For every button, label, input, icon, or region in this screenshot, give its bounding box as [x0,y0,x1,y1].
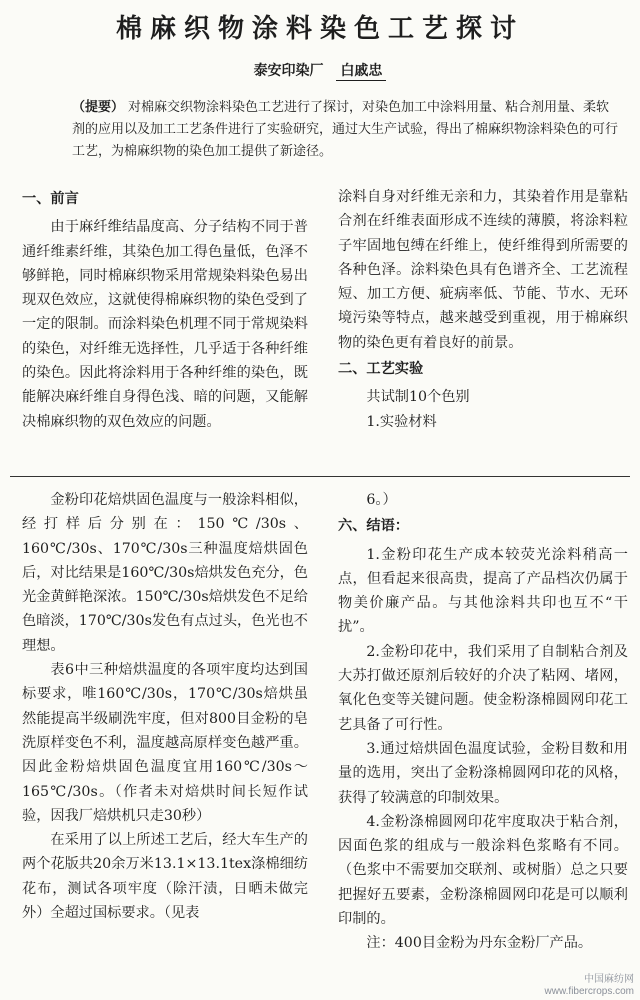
paragraph: 表6中三种焙烘温度的各项牢度均达到国标要求，唯160℃/30s，170℃/30s焙烘虽然能提高半级刷洗牢度，但对800目金粉的皂洗原样变色不利，温度越高原样变色越严重。因此金粉焙烘固色温度宜用160℃/30s～165℃/30s。（作者未对焙烘时间长短作试验，因我厂焙烘机只走30秒） [22,662,308,824]
subheading-materials: 1.实验材料 [366,413,437,430]
watermark [545,974,634,998]
abstract [72,97,620,163]
article-title: 棉麻织物涂料染色工艺探讨 [115,14,524,44]
paragraph: 涂料自身对纤维无亲和力，其染着作用是靠粘合剂在纤维表面形成不连续的薄膜，将涂料粒子牢固地包缚在纤维上，使纤维得到所需要的各种色泽。涂料染色具有色谱齐全、工艺流程短、加工方便、疵病率低、节能、节水、无环境污染等特点，越来越受到重视，用于棉麻织物的染色更有着良好的前景。 [338,189,628,351]
section-heading-experiment: 二、工艺实验 [338,361,424,378]
page-divider [10,476,630,477]
column-bottom-left [22,488,308,925]
section-heading-conclusion: 六、结语： [338,518,409,535]
section-heading-preface: 一、前言 [22,191,79,207]
paragraph: 6。） [366,492,397,508]
footnote: 注：400目金粉为丹东金粉厂产品。 [366,935,593,952]
byline [0,60,640,80]
author-name: 白戚忠 [336,63,386,81]
author-organization: 泰安印染厂 [253,63,324,79]
watermark-line: 中国麻纺网 [584,974,634,985]
conclusion-item: 4.金粉涤棉圆网印花牢度取决于粘合剂，因面色浆的组成与一般涂料色浆略有不同。（色浆中不需要加交联剂、或树脂）总之只要把握好五要素，金粉涤棉圆网印花是可以顺利印制的。 [338,813,628,928]
abstract-text: 对棉麻交织物涂料染色工艺进行了探讨，对染色加工中涂料用量、粘合剂用量、柔软剂的应用以及加工工艺条件进行了实验研究，通过大生产试验，得出了棉麻织物涂料染色的可行工艺，为棉麻织物的染色加工提供了新途径。 [72,100,619,159]
paragraph: 由于麻纤维结晶度高、分子结构不同于普通纤维素纤维，其染色加工得色量低，色泽不够鲜艳，同时棉麻织物采用常规染料染色易出现双色效应，这就使得棉麻织物的染色受到了一定的限制。而涂料染色机理不同于常规染料的染色，对纤维无选择性，几乎适于各种纤维的染色。因此将涂料用于各种纤维的染色，既能解决麻纤维自身得色浅、暗的问题，又能解决棉麻织物的双色效应的问题。 [22,219,308,430]
conclusion-item: 2.金粉印花中，我们采用了自制粘合剂及大苏打做还原剂后较好的介决了粘网、堵网，氧化色变等关键问题。使金粉涤棉圆网印花工艺具备了可行性。 [338,643,628,733]
column-top-right [338,185,628,434]
column-bottom-right [338,488,628,956]
paragraph: 金粉印花焙烘固色温度与一般涂料相似，经打样后分别在：150℃/30s、160℃/30s、170℃/30s三种温度焙烘固色后，对比结果是160℃/30s焙烘发色充分，色光金黄鲜艳深浓。150℃/30s焙烘发色不足给色暗淡，170℃/30s发色有点过头，色光也不理想。 [22,492,308,654]
abstract-label: （提要） [72,100,125,115]
paragraph: 共试制10个色别 [366,389,470,406]
watermark-url: www.fibercrops.com [544,986,634,997]
conclusion-item: 3.通过焙烘固色温度试验，金粉目数和用量的选用，突出了金粉涤棉圆网印花的风格，获得了较满意的印制效果。 [338,740,628,806]
paragraph: 在采用了以上所述工艺后，经大车生产的两个花版共20余万米13.1×13.1tex涤棉细纺花布，测试各项牢度（除汗渍，日晒未做完外）全超过国标要求。（见表 [22,832,308,922]
conclusion-item: 1.金粉印花生产成本较荧光涂料稍高一点，但看起来很高贵，提高了产品档次仍属于物美价廉产品。与其他涂料共印也互不“干扰”。 [338,546,628,636]
column-top-left [22,185,308,434]
